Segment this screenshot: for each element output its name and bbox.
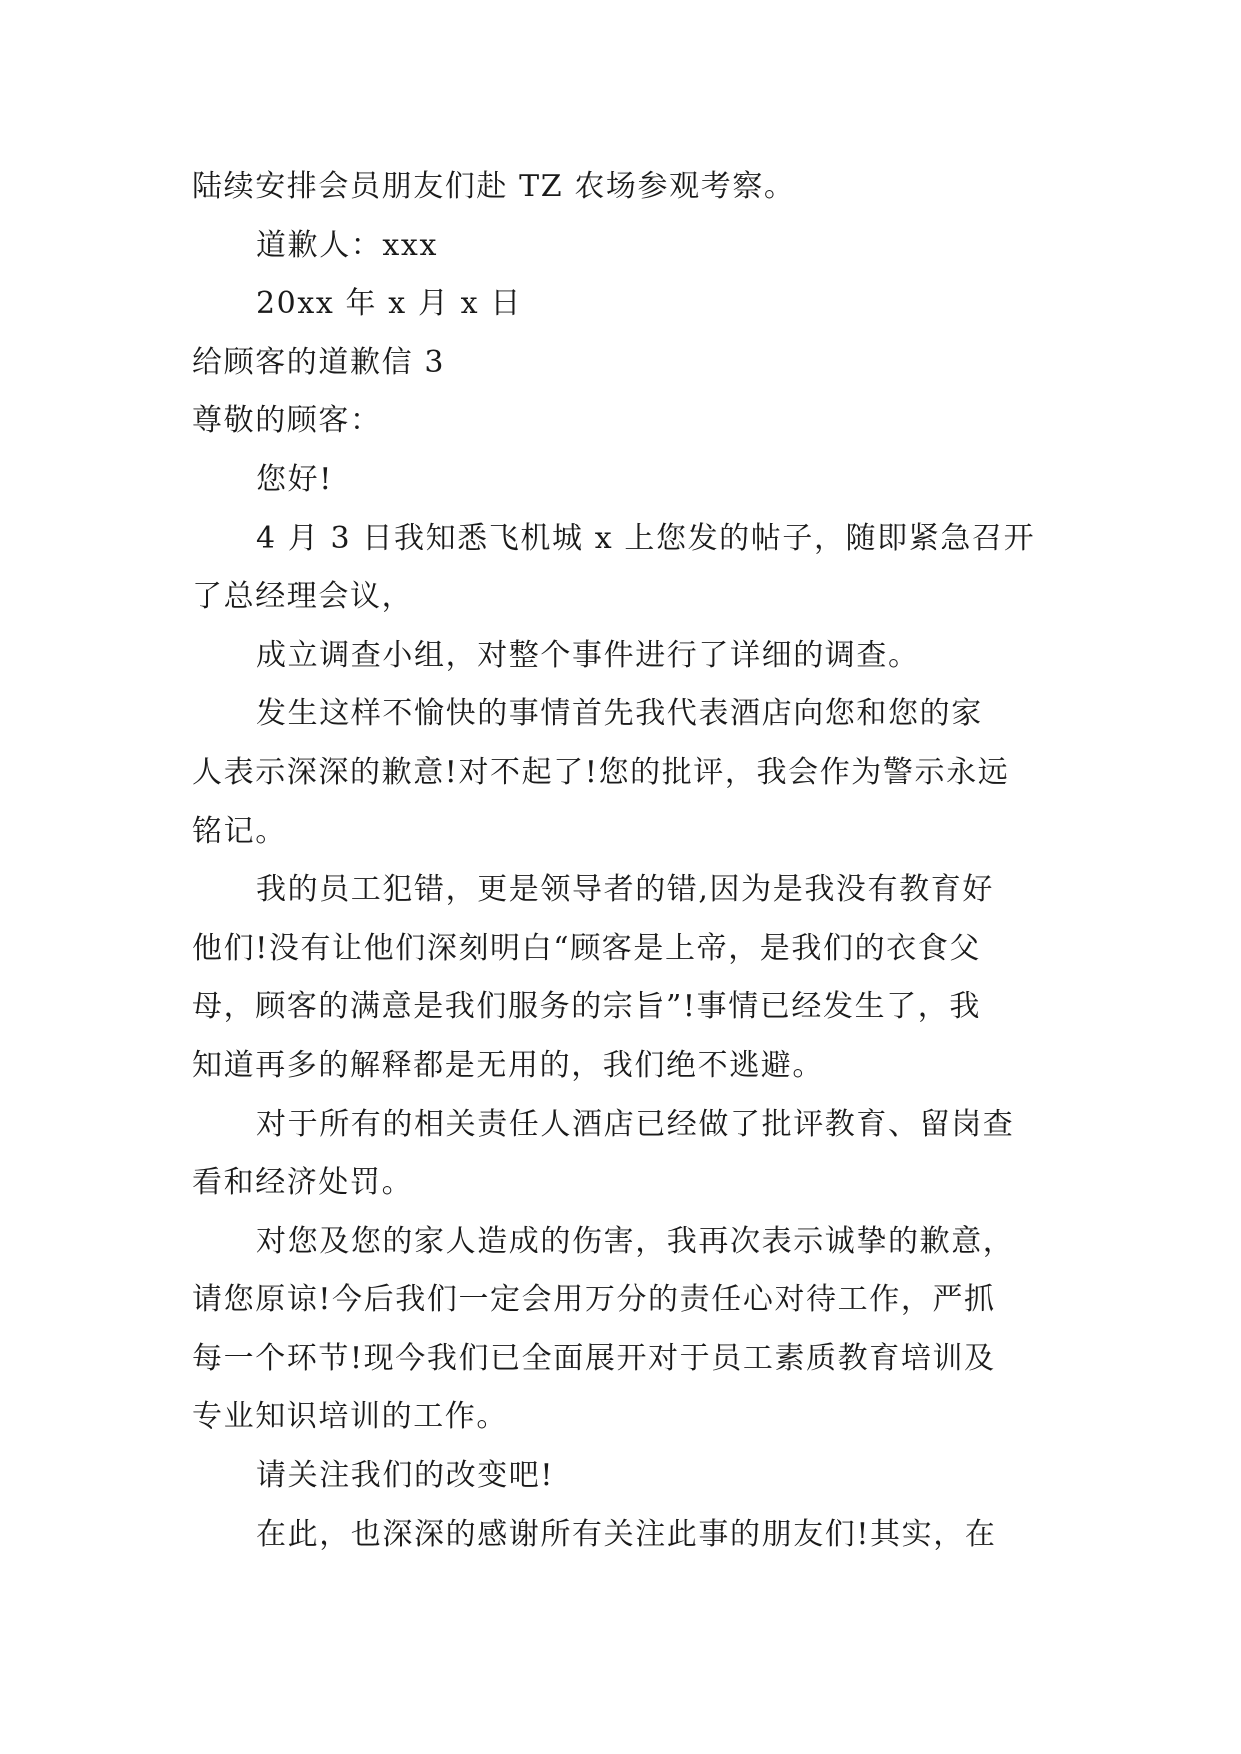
letter-body [192,158,1062,1564]
text-line: 对于所有的相关责任人酒店已经做了批评教育、留岗查 [256,1106,1015,1142]
text-line: 他们!没有让他们深刻明白“顾客是上帝，是我们的衣食父 [192,930,981,966]
text-line: 每一个环节!现今我们已全面展开对于员工素质教育培训及 [192,1340,996,1376]
text-line: 4 月 3 日我知悉飞机城 x 上您发的帖子，随即紧急召开 [256,520,1036,556]
signature-line: 道歉人：xxx [256,227,438,263]
text-line: 对您及您的家人造成的伤害，我再次表示诚挚的歉意， [256,1223,1015,1259]
date-line: 20xx 年 x 月 x 日 [256,286,522,322]
salutation: 尊敬的顾客： [192,403,382,439]
text-line: 母，顾客的满意是我们服务的宗旨”!事情已经发生了，我 [192,989,981,1025]
text-line: 了总经理会议， [192,579,414,615]
text-line: 陆续安排会员朋友们赴 TZ 农场参观考察。 [192,169,796,204]
text-line: 人表示深深的歉意!对不起了!您的批评，我会作为警示永远 [192,754,1010,790]
greeting: 您好! [256,461,333,497]
text-line: 发生这样不愉快的事情首先我代表酒店向您和您的家 [256,696,983,732]
text-line: 知道再多的解释都是无用的，我们绝不逃避。 [192,1047,824,1083]
text-line: 成立调查小组，对整个事件进行了详细的调查。 [256,637,920,673]
text-line: 看和经济处罚。 [192,1165,414,1201]
text-line: 我的员工犯错，更是领导者的错,因为是我没有教育好 [256,872,994,908]
text-line: 在此，也深深的感谢所有关注此事的朋友们!其实，在 [256,1516,997,1552]
text-line: 专业知识培训的工作。 [192,1399,508,1435]
text-line: 铭记。 [192,813,287,849]
text-line: 请您原谅!今后我们一定会用万分的责任心对待工作，严抓 [192,1282,996,1318]
letter-title: 给顾客的道歉信 3 [192,344,446,380]
text-line: 请关注我们的改变吧! [256,1458,555,1494]
